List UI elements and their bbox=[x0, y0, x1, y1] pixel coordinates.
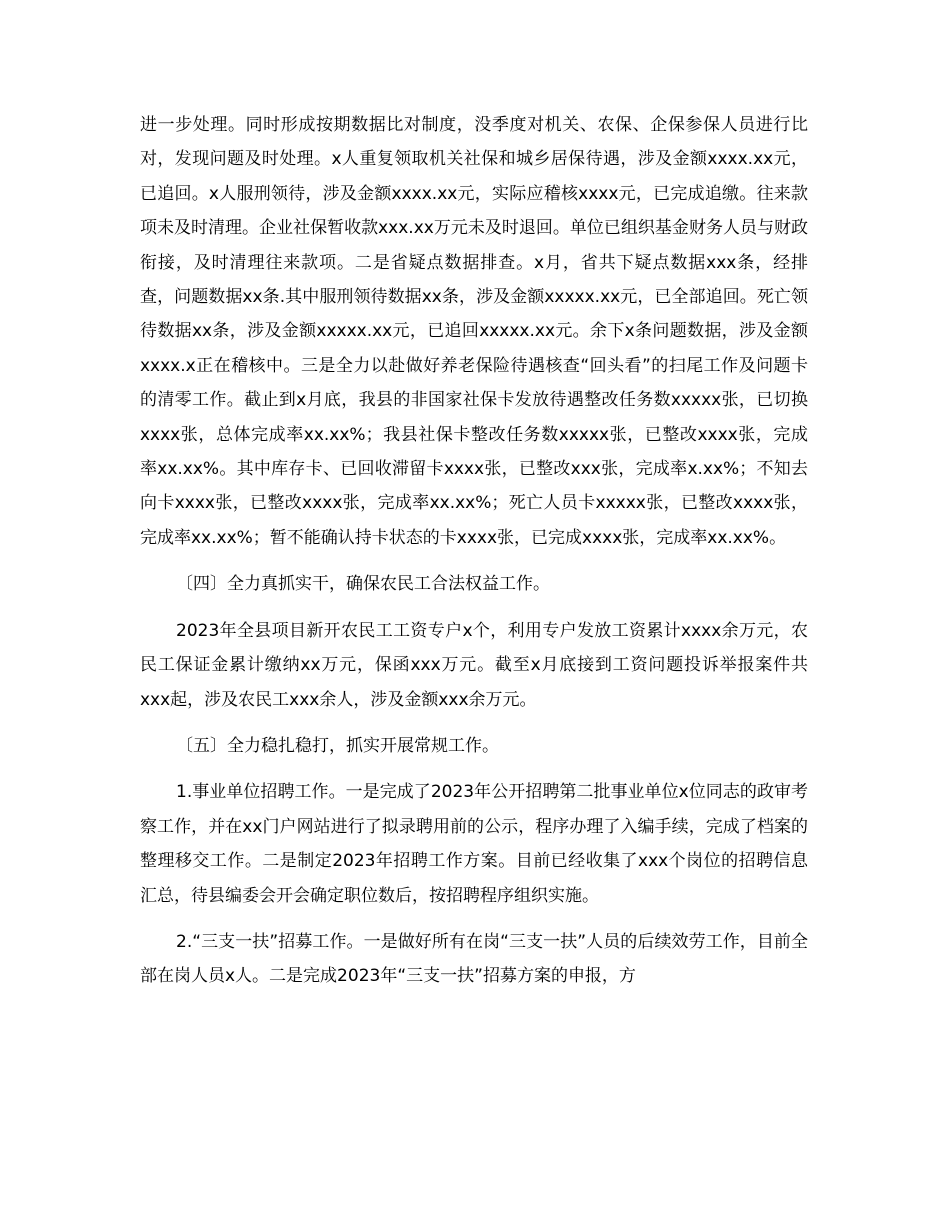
section-heading-migrant-workers: 〔四〕全力真抓实干，确保农民工合法权益工作。 bbox=[176, 574, 550, 595]
paragraph-fund-audit: 进一步处理。同时形成按期数据比对制度，没季度对机关、农保、企保参保人员进行比对，发现问题及时处理。x人重复领取机关社保和城乡居保待遇，涉及金额xxxx.xx元，已追回。x人服刑领待，涉及金额xxxx.xx元，实际应稽核xxxx元，已完成追缴。往来款项未及时清理。企业社保暂收款xxx.xx万元未及时退回。单位已组织基金财务人员与财政衔接，及时清理往来款项。二是省疑点数据排查。x月，省共下疑点数据xxx条，经排查，问题数据xx条.其中服刑领待数据xx条，涉及金额xxxxx.xx元，已全部追回。死亡领待数据xx条，涉及金额xxxxx.xx元，已追回xxxxx.xx元。余下x条问题数据，涉及金额xxxx.x正在稽核中。三是全力以赴做好养老保险待遇核查“回头看”的扫尾工作及问题卡的清零工作。截止到x月底，我县的非国家社保卡发放待遇整改任务数xxxxx张，已切换xxxx张，总体完成率xx.xx%；我县社保卡整改任务数xxxxx张，已整改xxxx张，完成率xx.xx%。其中库存卡、已回收滞留卡xxxx张，已整改xxx张，完成率x.xx%；不知去向卡xxxx张，已整改xxxx张，完成率xx.xx%；死亡人员卡xxxxx张，已整改xxxx张，完成率xx.xx%；暂不能确认持卡状态的卡xxxx张，已完成xxxx张，完成率xx.xx%。 bbox=[140, 115, 808, 548]
paragraph-three-supports-recruitment: 2.“三支一扶”招募工作。一是做好所有在岗“三支一扶”人员的后续效劳工作，目前全部在岗人员x人。二是完成2023年“三支一扶”招募方案的申报，方 bbox=[140, 931, 808, 987]
paragraph-public-institution-recruitment: 1.事业单位招聘工作。一是完成了2023年公开招聘第二批事业单位x位同志的政审考察工作，并在xx门户网站进行了拟录聘用前的公示，程序办理了入编手续，完成了档案的整理移交工作。二是制定2023年招聘工作方案。目前已经收集了xxx个岗位的招聘信息汇总，待县编委会开会确定职位数后，按招聘程序组织实施。 bbox=[140, 782, 808, 906]
section-heading-routine-work: 〔五〕全力稳扎稳打，抓实开展常规工作。 bbox=[176, 735, 499, 756]
document-body bbox=[140, 108, 808, 994]
paragraph-migrant-wages: 2023年全县项目新开农民工工资专户x个，利用专户发放工资累计xxxx余万元，农民工保证金累计缴纳xx万元，保函xxx万元。截至x月底接到工资问题投诉举报案件共xxx起，涉及农民工xxx余人，涉及金额xxx余万元。 bbox=[140, 620, 808, 710]
